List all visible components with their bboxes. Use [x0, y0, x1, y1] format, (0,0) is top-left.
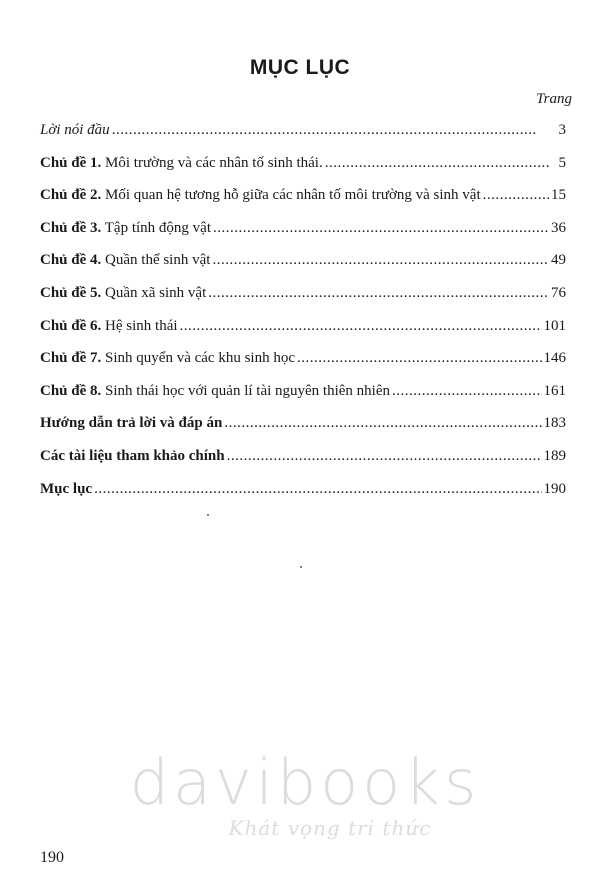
toc-entry-prefix: Chủ đề 7. [40, 350, 102, 367]
toc-entry-label: Hướng dẫn trả lời và đáp án [40, 415, 223, 432]
toc-entry-label [40, 187, 481, 204]
toc-entry-prefix: Chủ đề 2. [40, 187, 102, 204]
toc-entry-title: Mối quan hệ tương hỗ giữa các nhân tố môi trường và sinh vật [105, 187, 481, 204]
watermark-brand: davibooks [129, 746, 481, 819]
toc-entry-label [40, 285, 206, 302]
toc-entry-title: Sinh thái học với quản lí tài nguyên thiên nhiên [105, 382, 391, 399]
toc-entry-title: Quần xã sinh vật [105, 284, 207, 301]
toc-entry-title: Quần thể sinh vật [105, 252, 211, 269]
toc-entry-topic-8 [40, 383, 566, 416]
toc-entry-contents [40, 481, 566, 514]
page-column-label: Trang [536, 91, 572, 107]
toc-entry-title: Hệ sinh thái [105, 317, 178, 334]
toc-entry-answers [40, 415, 566, 448]
scan-speck [300, 566, 302, 568]
toc-entry-page: 49 [551, 252, 566, 269]
dot-leader [483, 187, 549, 204]
table-of-contents [40, 122, 566, 513]
toc-entry-page: 36 [551, 219, 566, 236]
toc-entry-page: 190 [543, 480, 566, 497]
page-number: 190 [40, 849, 64, 866]
toc-entry-page: 5 [558, 154, 566, 171]
dot-leader [297, 350, 542, 367]
dot-leader [112, 122, 536, 139]
toc-entry-references [40, 448, 566, 481]
toc-entry-title: Tập tính động vật [104, 219, 211, 236]
dot-leader [208, 285, 549, 302]
toc-entry-page: 161 [543, 382, 566, 399]
toc-entry-topic-1 [40, 155, 566, 188]
toc-entry-topic-6 [40, 318, 566, 351]
toc-entry-preface [40, 122, 566, 155]
watermark-tagline: Khát vọng tri thức [228, 816, 432, 840]
toc-entry-label [40, 383, 390, 400]
toc-entry-page: 15 [551, 187, 566, 204]
dot-leader [213, 220, 549, 237]
toc-entry-label [40, 252, 210, 269]
toc-entry-page: 189 [543, 447, 566, 464]
toc-entry-prefix: Chủ đề 6. [40, 317, 102, 334]
toc-entry-page: 76 [551, 284, 566, 301]
dot-leader [325, 155, 550, 172]
dot-leader [180, 318, 542, 335]
toc-entry-prefix: Chủ đề 8. [40, 382, 102, 399]
page-title: MỤC LỤC [249, 56, 351, 79]
toc-entry-prefix: Chủ đề 3. [40, 219, 102, 236]
toc-entry-label: Các tài liệu tham khảo chính [40, 447, 225, 464]
scan-speck [207, 514, 209, 516]
dot-leader [224, 415, 541, 432]
toc-entry-prefix: Chủ đề 4. [40, 252, 102, 269]
toc-entry-label [40, 155, 323, 172]
toc-entry-title: Sinh quyển và các khu sinh học [105, 350, 295, 367]
toc-entry-title: Môi trường và các nhân tố sinh thái. [105, 154, 323, 171]
toc-entry-page: 3 [558, 122, 566, 138]
watermark [0, 746, 600, 840]
dot-leader [212, 252, 549, 269]
toc-entry-label [40, 350, 295, 367]
toc-entry-label [40, 318, 178, 335]
toc-entry-page: 101 [543, 317, 566, 334]
toc-entry-prefix: Chủ đề 5. [40, 284, 102, 301]
toc-entry-topic-7 [40, 350, 566, 383]
toc-entry-prefix: Chủ đề 1. [40, 154, 102, 171]
dot-leader [227, 448, 542, 465]
dot-leader [392, 383, 541, 400]
toc-entry-topic-2 [40, 187, 566, 220]
toc-entry-topic-4 [40, 252, 566, 285]
toc-entry-label: Mục lục [40, 480, 93, 497]
toc-entry-page: 146 [543, 350, 566, 367]
toc-entry-label: Lời nói đầu [40, 122, 110, 138]
toc-entry-topic-5 [40, 285, 566, 318]
toc-entry-label [40, 220, 211, 237]
toc-entry-page: 183 [543, 415, 566, 432]
toc-entry-topic-3 [40, 220, 566, 253]
dot-leader [94, 481, 541, 498]
